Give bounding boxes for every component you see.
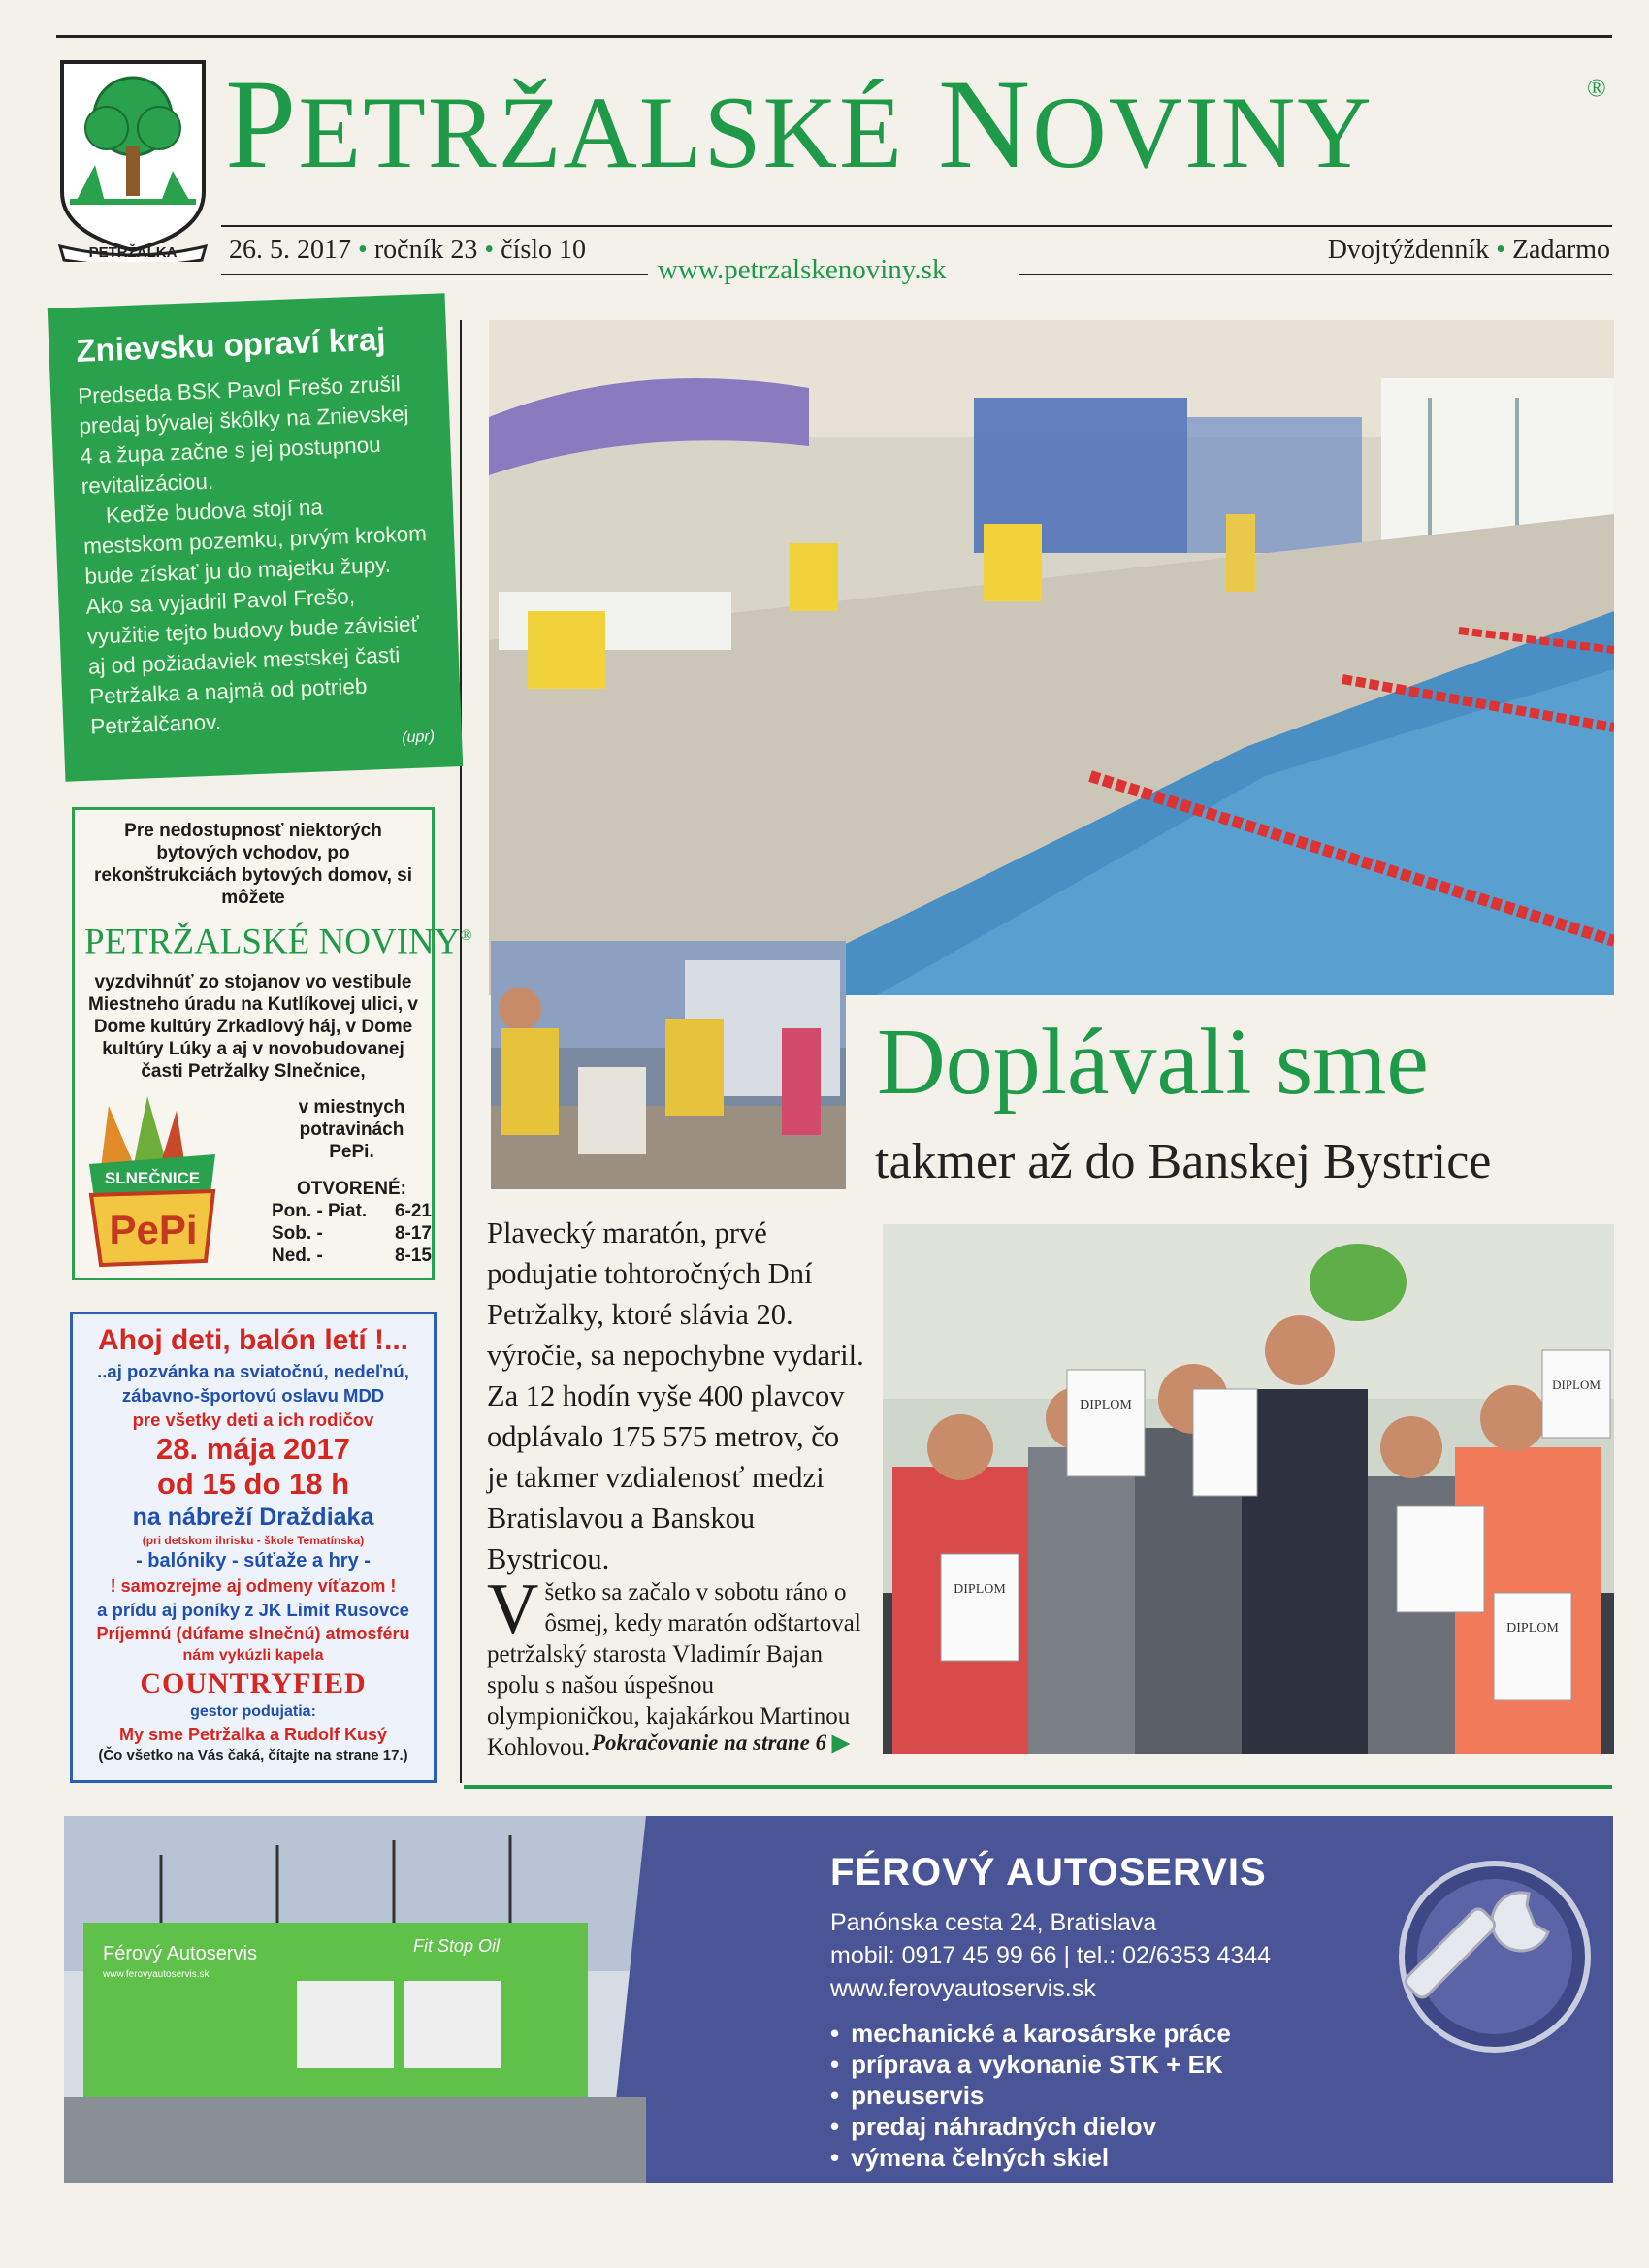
article-drop-cap: V [487,1570,539,1649]
pepi-logo-top-text: SLNEČNICE [104,1169,201,1187]
balloon-line: - balóniky - súťaže a hry - [136,1550,371,1571]
triangle-right-icon: ▶ [831,1731,850,1755]
hours-time: 8-15 [394,1246,432,1266]
balloon-line: (Čo všetko na Vás čaká, čítajte na strane 17.) [98,1747,408,1764]
pepi-logo-bottom-text: PePi [109,1207,198,1252]
balloon-line: Príjemnú (dúfame slnečnú) atmosféru [96,1624,410,1643]
ad-website[interactable]: www.ferovyautoservis.sk [830,1975,1096,2002]
balloon-time: od 15 do 18 h [156,1467,350,1501]
title-initial-2: N [937,52,1033,195]
wrench-icon [1393,1855,1597,2058]
ad-top-rule [464,1785,1612,1789]
sidebar-news-box [48,293,463,781]
price: Zadarmo [1511,235,1610,265]
distribution-paper-name-text: PETRŽALSKÉ NOVINY [84,922,461,962]
ad-title: FÉROVÝ AUTOSERVIS [830,1851,1267,1894]
ad-service-item: • príprava a vykonanie STK + EK [830,2049,1231,2080]
petrzalka-coat-of-arms-logo [56,56,210,262]
balloon-line: nám vykúzli kapela [182,1647,324,1664]
balloon-date: 28. mája 2017 [156,1432,350,1466]
balloon-line: zábavno-športovú oslavu MDD [121,1385,385,1406]
hours-row [272,1200,432,1222]
diploma-label: DIPLOM [1506,1621,1559,1636]
issue-volume: ročník 23 [373,235,478,265]
logo-ribbon-text: PETRŽALKA [88,244,178,261]
masthead-rule-lower [221,274,648,275]
top-rule [56,35,1612,38]
balloon-line: My sme Petržalka a Rudolf Kusý [118,1725,388,1744]
building-sign-text: Férový Autoservis [103,1943,257,1964]
distribution-places: vyzdvihnúť zo stojanov vo vestibule Miestneho úradu na Kutlíkovej ulici, v Dome kultúry Zrkadlový háj, v Dome kultúry Lúky a aj v novobudovanej časti Petržalky Slnečnice, [88,972,418,1083]
sidebar-news-text-1: Predseda BSK Pavol Frešo zrušil predaj bývalej škôlky na Znievskej 4 a župa začne s jej postupnou revitalizáciou. [77,372,409,499]
hours-day: Sob. - [272,1223,323,1244]
hours-time: 6-21 [394,1201,432,1221]
continued-text: Pokračovanie na strane 6 [592,1731,827,1755]
continued-link[interactable] [592,1731,850,1756]
distribution-paper-mark: ® [460,927,472,944]
autoservis-building-photo [64,1816,724,2183]
distribution-shops: v miestnych potravinách PePi. [298,1097,405,1162]
distribution-intro: Pre nedostupnosť niektorých bytových vchodov, po rekonštrukciách bytových domov, si môžete [93,821,413,908]
balloon-event-box [70,1312,436,1783]
sidebar-news-headline: Znievsku opraví kraj [75,320,387,369]
article-headline: Doplávali sme [877,1010,1429,1115]
article-body-text: šetko sa začalo v sobotu ráno o ôsmej, kedy maratón odštartoval petržalský starosta Vladimír Bajan spolu s našou úspešnou olympioničkou, kajakárkou Martinou Kohlovou. [487,1579,861,1761]
balloon-place: na nábreží Draždiaka [132,1504,374,1531]
balloon-title: Ahoj deti, balón letí !... [98,1324,408,1356]
balloon-line: (pri detskom ihrisku - škole Tematínska) [142,1534,365,1547]
balloon-band: COUNTRYFIED [140,1668,367,1700]
diploma-winners-photo [883,1224,1614,1754]
balloon-line: gestor podujatia: [190,1703,316,1720]
ad-service-item: • mechanické a karosárske práce [830,2018,1231,2049]
issue-number: číslo 10 [501,235,587,265]
article-subheadline: takmer až do Banskej Bystrice [875,1134,1492,1189]
ad-service-item: • pneuservis [830,2080,1231,2111]
hours-day: Ned. - [272,1246,323,1266]
ad-service-item: • výmena čelných skiel [830,2142,1231,2173]
frequency-price: Dvojtýždenník • Zadarmo [1327,235,1610,265]
balloon-line: a prídu aj poníky z JK Limit Rusovce [97,1600,409,1620]
hours-row [272,1245,432,1267]
title-word-1: ETRŽALSKÉ [298,76,904,189]
ad-services-list [830,2018,1231,2173]
balloon-line: pre všetky deti a ich rodičov [132,1409,374,1430]
masthead-rule-lower-right [1018,274,1612,275]
issue-info: 26. 5. 2017 • ročník 23 • číslo 10 [229,235,587,265]
website-link[interactable]: www.petrzalskenoviny.sk [658,254,947,285]
newspaper-title [225,52,1374,201]
pepi-slnecnice-logo [80,1086,225,1271]
open-label: OTVORENÉ: [297,1179,406,1199]
registered-mark: ® [1587,74,1606,102]
title-word-2: OVINY [1032,76,1374,189]
diploma-label: DIPLOM [954,1582,1006,1597]
title-initial-1: P [225,52,299,195]
ad-service-item: • predaj náhradných dielov [830,2111,1231,2142]
masthead-rule [221,225,1612,227]
hours-row [272,1222,432,1245]
hours-day: Pon. - Piat. [272,1201,368,1221]
hours-time: 8-17 [394,1223,432,1244]
distribution-paper-name [84,915,472,963]
issue-date: 26. 5. 2017 [229,235,351,265]
sidebar-news-signature: (upr) [401,729,436,747]
ad-address: Panónska cesta 24, Bratislava [830,1909,1157,1936]
pool-photo-spectators [491,941,846,1189]
column-rule [460,320,462,1783]
autoservis-advertisement [64,1816,1613,2183]
balloon-line: ! samozrejme aj odmeny víťazom ! [110,1576,397,1596]
opening-hours [272,1178,432,1267]
frequency: Dvojtýždenník [1327,235,1490,265]
balloon-line: ..aj pozvánka na sviatočnú, nedeľnú, [97,1361,409,1381]
pool-photo-main [489,320,1614,995]
article-lede: Plavecký maratón, prvé podujatie tohtoročných Dní Petržalky, ktoré slávia 20. výročie, sa nepochybne vydaril. Za 12 hodín vyše 400 plavcov odplávalo 175 575 metrov, čo je takmer vzdialenosť medzi Bratislavou a Banskou Bystricou. [487,1216,864,1575]
pitstop-sign-text: Fit Stop Oil [413,1936,501,1956]
diploma-label: DIPLOM [1552,1377,1600,1392]
ad-phone: mobil: 0917 45 99 66 | tel.: 02/6353 4344 [830,1942,1272,1969]
building-web-text: www.ferovyautoservis.sk [103,1969,210,1980]
diploma-label: DIPLOM [1080,1398,1132,1412]
sidebar-news-text-2: Keďže budova stojí na mestskom pozemku, prvým krokom bude získať ju do majetku župy. Ako sa vyjadril Pavol Frešo, využitie tejto budovy bude závisieť aj od požiadaviek mestskej časti Petržalka a najmä od potrieb Petržalčanov. [82,495,428,739]
